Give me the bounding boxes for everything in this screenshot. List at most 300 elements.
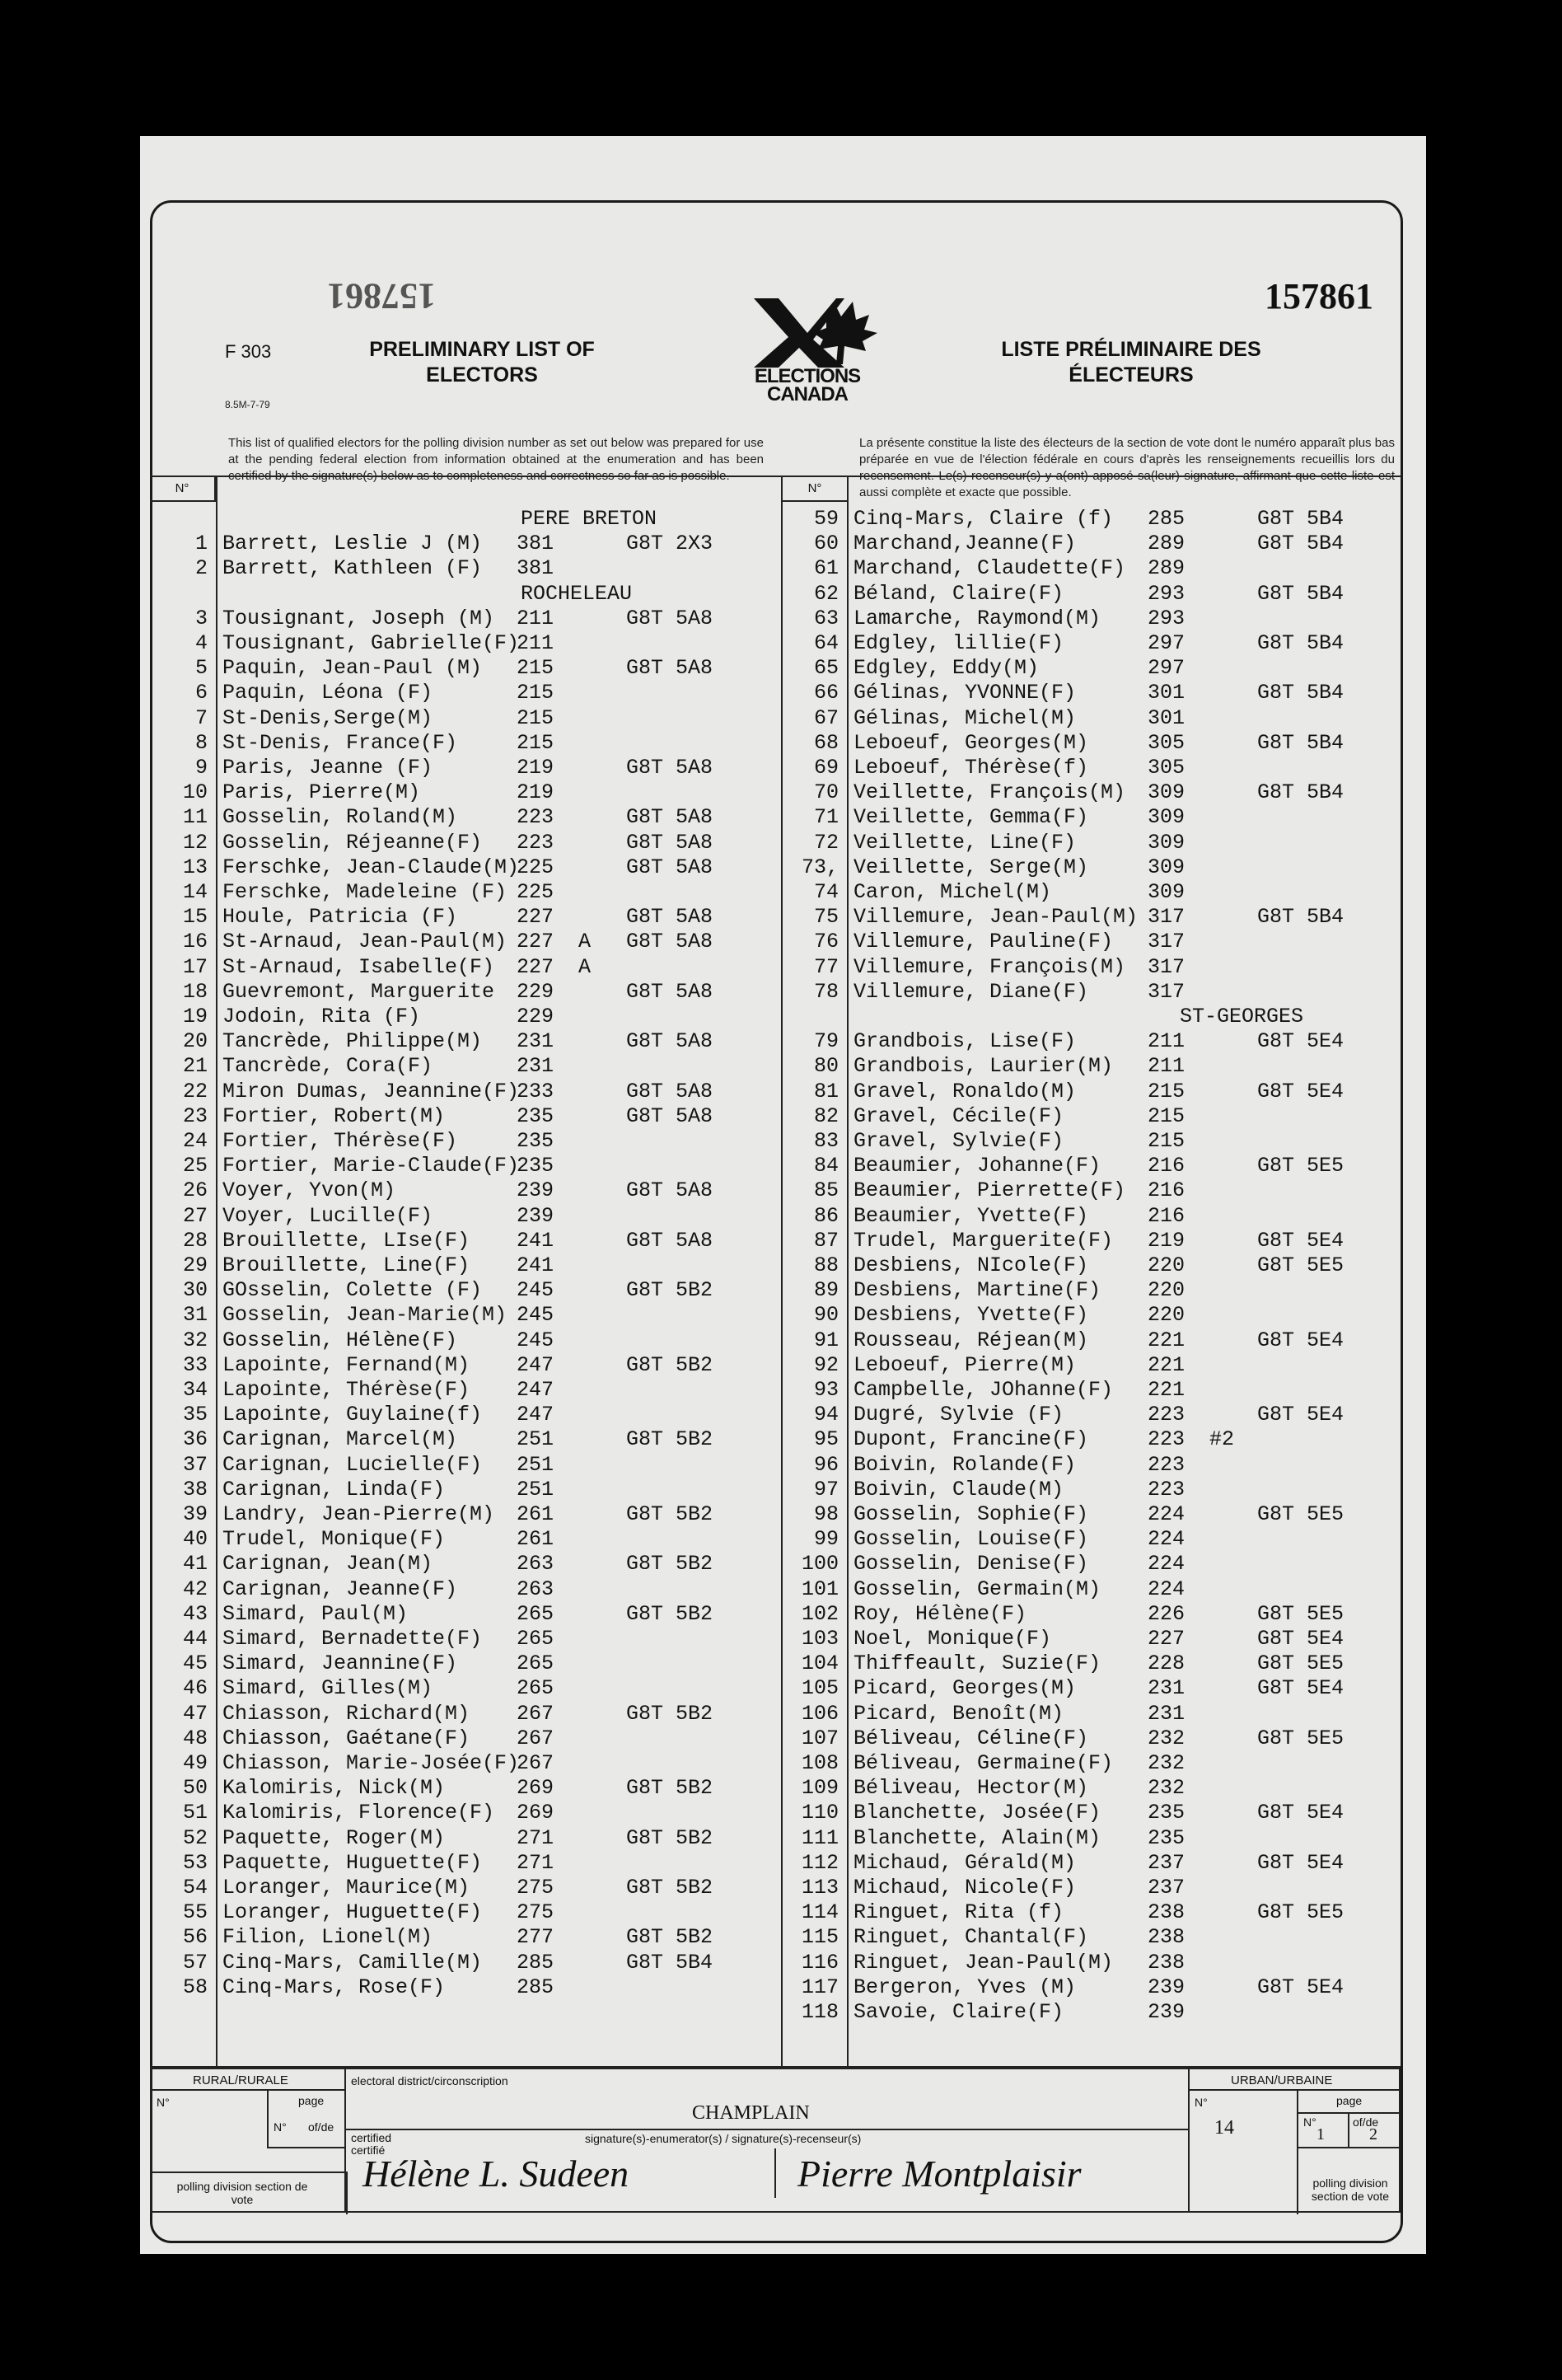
elector-address: 309 (1148, 831, 1186, 855)
elector-postal-code: G8T 5B2 (626, 1925, 713, 1949)
elector-postal-code: G8T 5B4 (1257, 905, 1345, 929)
elector-number: 116 (801, 1951, 839, 1975)
elector-number: 103 (801, 1627, 839, 1651)
elector-number: 35 (182, 1403, 208, 1427)
maple-leaf-x-icon (721, 292, 894, 370)
elector-name: Béliveau, Hector(M) (853, 1776, 1089, 1800)
elector-row (157, 1577, 766, 1602)
elector-address: 235 (1148, 1801, 1186, 1825)
elector-name: Lamarche, Raymond(M) (853, 607, 1101, 630)
elector-row (788, 1651, 1397, 1676)
signature-divider (774, 2148, 776, 2198)
elector-number: 85 (813, 1178, 839, 1202)
elector-row (788, 1502, 1397, 1527)
elector-row (788, 631, 1397, 656)
elector-name: Dupont, Francine(F) (853, 1427, 1089, 1451)
elector-number: 74 (813, 880, 839, 904)
elector-name: GOsselin, Colette (F) (222, 1278, 483, 1302)
elector-address: 227 (517, 955, 554, 979)
elector-address: 233 (517, 1080, 554, 1103)
elector-row (788, 1627, 1397, 1651)
elector-name: Voyer, Yvon(M) (222, 1178, 396, 1202)
elector-address: 224 (1148, 1577, 1186, 1601)
elector-row (788, 1253, 1397, 1278)
elector-address: 269 (517, 1776, 554, 1800)
elector-address: 245 (517, 1278, 554, 1302)
elector-address: 229 (517, 980, 554, 1004)
elector-address: 305 (1148, 731, 1186, 755)
rural-ofde-label: of/de (308, 2120, 334, 2134)
elector-row (157, 1378, 766, 1403)
elector-number: 108 (801, 1751, 839, 1775)
elector-address: 245 (517, 1328, 554, 1352)
elector-number: 105 (801, 1676, 839, 1700)
elector-row (157, 1229, 766, 1253)
elector-address: 232 (1148, 1751, 1186, 1775)
elector-name: Marchand, Claudette(F) (853, 556, 1126, 580)
elector-number: 2 (194, 556, 208, 580)
elector-address: 216 (1148, 1154, 1186, 1178)
elector-name: Ringuet, Rita (f) (853, 1900, 1064, 1924)
elector-row (788, 1552, 1397, 1577)
elector-row (157, 1676, 766, 1701)
elector-name: Carignan, Jeanne(F) (222, 1577, 458, 1601)
elector-address: 211 (1148, 1054, 1186, 1078)
elector-postal-code: G8T 5E4 (1257, 1676, 1345, 1700)
elector-postal-code: G8T 5E4 (1257, 1080, 1345, 1103)
section-heading: ROCHELEAU (521, 582, 633, 606)
elector-postal-code: G8T 5B2 (626, 1776, 713, 1800)
elector-number: 91 (813, 1328, 839, 1352)
elector-name: Bergeron, Yves (M) (853, 1975, 1077, 1999)
elector-address: 263 (517, 1552, 554, 1576)
elector-row (157, 1925, 766, 1950)
elector-address: 225 (517, 880, 554, 904)
elector-row (788, 980, 1397, 1005)
elector-row (788, 1204, 1397, 1229)
elector-name: St-Denis,Serge(M) (222, 706, 433, 730)
elector-number: 28 (182, 1229, 208, 1253)
rural-page-no-label: N° (274, 2120, 287, 2134)
elector-number: 11 (182, 805, 208, 829)
elector-address: 215 (517, 656, 554, 680)
elector-name: Filion, Lionel(M) (222, 1925, 433, 1949)
elector-number: 107 (801, 1726, 839, 1750)
elector-address: 223 (517, 831, 554, 855)
elector-address: 221 (1148, 1378, 1186, 1402)
elector-row (788, 1826, 1397, 1851)
elector-row (788, 1751, 1397, 1776)
elector-number: 93 (813, 1378, 839, 1402)
elector-name: St-Arnaud, Jean-Paul(M) (222, 930, 507, 953)
electors-table (150, 476, 1401, 2068)
elector-number: 54 (182, 1876, 208, 1900)
elector-address: 223 (517, 805, 554, 829)
elector-address: 251 (517, 1478, 554, 1502)
elector-number: 29 (182, 1253, 208, 1277)
urban-label: URBAN/URBAINE (1231, 2073, 1333, 2087)
elector-row (788, 1303, 1397, 1328)
urban-no-label: N° (1195, 2096, 1208, 2109)
elector-name: Tancrède, Philippe(M) (222, 1029, 483, 1053)
elector-row (157, 1702, 766, 1726)
elector-postal-code: G8T 5B2 (626, 1427, 713, 1451)
elector-address: 232 (1148, 1776, 1186, 1800)
elector-number: 92 (813, 1353, 839, 1377)
elector-name: Villemure, François(M) (853, 955, 1126, 979)
elector-row (157, 1278, 766, 1303)
elector-row (157, 731, 766, 756)
elector-number: 19 (182, 1005, 208, 1028)
elector-address: 265 (517, 1602, 554, 1626)
elector-postal-code: G8T 5E4 (1257, 1851, 1345, 1875)
elector-name: Ringuet, Chantal(F) (853, 1925, 1089, 1949)
urban-page-box (1297, 2091, 1401, 2148)
elector-address: 251 (517, 1427, 554, 1451)
elector-row (788, 1104, 1397, 1129)
elector-address: 227 (517, 930, 554, 953)
elector-number: 13 (182, 855, 208, 879)
elector-name: Tousignant, Gabrielle(F) (222, 631, 520, 655)
section-heading: PERE BRETON (521, 507, 657, 531)
elector-address: 237 (1148, 1876, 1186, 1900)
elector-name: St-Arnaud, Isabelle(F) (222, 955, 495, 979)
elector-row (788, 831, 1397, 855)
elector-name: Beaumier, Yvette(F) (853, 1204, 1089, 1228)
elector-number: 26 (182, 1178, 208, 1202)
signature-2: Pierre Montplaisir (797, 2153, 1082, 2195)
elector-row (788, 955, 1397, 980)
elector-name: Grandbois, Laurier(M) (853, 1054, 1114, 1078)
elector-address: 215 (517, 706, 554, 730)
document-sheet (140, 136, 1426, 2254)
elector-number: 84 (813, 1154, 839, 1178)
elector-address: 219 (1148, 1229, 1186, 1253)
elector-row (157, 1054, 766, 1079)
elector-number: 6 (194, 681, 208, 705)
elector-row (788, 607, 1397, 631)
elector-row (157, 656, 766, 681)
elector-address: 215 (1148, 1080, 1186, 1103)
elector-number: 75 (813, 905, 839, 929)
elector-number: 82 (813, 1104, 839, 1128)
elector-address: 215 (517, 731, 554, 755)
elector-row (788, 880, 1397, 905)
elector-number: 32 (182, 1328, 208, 1352)
elector-postal-code: G8T 5A8 (626, 1080, 713, 1103)
elector-name: Picard, Benoît(M) (853, 1702, 1064, 1726)
elector-name: Campbelle, JOhanne(F) (853, 1378, 1114, 1402)
elector-address: 238 (1148, 1925, 1186, 1949)
elector-name: Fortier, Marie-Claude(F) (222, 1154, 520, 1178)
elector-number: 87 (813, 1229, 839, 1253)
elector-address: 269 (517, 1801, 554, 1825)
elector-name: Villemure, Pauline(F) (853, 930, 1114, 953)
elector-address: 275 (517, 1900, 554, 1924)
elector-postal-code: G8T 5E5 (1257, 1253, 1345, 1277)
elector-address: 241 (517, 1229, 554, 1253)
elector-number: 8 (194, 731, 208, 755)
elector-address: 227 (517, 905, 554, 929)
elector-postal-code: G8T 5A8 (626, 831, 713, 855)
elector-address: 223 (1148, 1427, 1186, 1451)
elector-row (788, 1975, 1397, 2000)
elector-name: Houle, Patricia (F) (222, 905, 458, 929)
elector-postal-code: G8T 5E5 (1257, 1900, 1345, 1924)
elector-name: Brouillette, LIse(F) (222, 1229, 470, 1253)
elector-name: Chiasson, Richard(M) (222, 1702, 470, 1726)
elector-row (788, 1527, 1397, 1552)
elector-name: Trudel, Monique(F) (222, 1527, 446, 1551)
elector-row (157, 855, 766, 880)
elector-address: 293 (1148, 607, 1186, 630)
elector-name: Carignan, Jean(M) (222, 1552, 433, 1576)
elector-address: 271 (517, 1851, 554, 1875)
elector-address: 235 (517, 1104, 554, 1128)
elector-number: 111 (801, 1826, 839, 1850)
elector-address: 231 (517, 1029, 554, 1053)
elector-number: 40 (182, 1527, 208, 1551)
elector-row (157, 880, 766, 905)
elector-number: 17 (182, 955, 208, 979)
elector-postal-code: G8T 5B2 (626, 1502, 713, 1526)
elector-number: 110 (801, 1801, 839, 1825)
elector-row (788, 1925, 1397, 1950)
elector-row (788, 1801, 1397, 1825)
elector-flag: #2 (1209, 1427, 1235, 1451)
elector-address: 223 (1148, 1478, 1186, 1502)
elector-number: 73, (801, 855, 839, 879)
rural-polling-box (152, 2172, 348, 2214)
elector-name: Gosselin, Hélène(F) (222, 1328, 458, 1352)
elector-name: Dugré, Sylvie (F) (853, 1403, 1064, 1427)
intro-english: This list of qualified electors for the polling division number as set out below was prepared for use at the pending federal election from information obtained at the enumeration and has been certified by the signature(s) below as to completeness and correctness so far as is possible. (228, 436, 764, 483)
elector-number: 27 (182, 1204, 208, 1228)
elector-row (157, 980, 766, 1005)
elector-number: 80 (813, 1054, 839, 1078)
elector-row (157, 1876, 766, 1900)
elector-address: 239 (517, 1204, 554, 1228)
elector-name: Loranger, Huguette(F) (222, 1900, 483, 1924)
elector-number: 65 (813, 656, 839, 680)
elector-row (788, 1080, 1397, 1104)
elector-row (788, 656, 1397, 681)
elector-name: Ferschke, Madeleine (F) (222, 880, 507, 904)
elector-row (788, 1278, 1397, 1303)
elector-row (788, 1427, 1397, 1452)
elector-row (788, 582, 1397, 607)
urban-header-box (1188, 2068, 1401, 2091)
elector-row (788, 681, 1397, 705)
elector-number: 48 (182, 1726, 208, 1750)
elector-row (157, 1178, 766, 1203)
title-french: LISTE PRÉLIMINAIRE DES ÉLECTEURS (1001, 338, 1261, 387)
elector-postal-code: G8T 5E4 (1257, 1029, 1345, 1053)
elector-address: 232 (1148, 1726, 1186, 1750)
elector-name: Marchand,Jeanne(F) (853, 532, 1077, 555)
elector-row (157, 1328, 766, 1353)
elector-row (788, 1129, 1397, 1154)
elector-address: 215 (517, 681, 554, 705)
elector-row (157, 1403, 766, 1427)
elector-number: 60 (813, 532, 839, 555)
elector-number: 114 (801, 1900, 839, 1924)
rural-header-box (150, 2068, 346, 2091)
elector-name: St-Denis, France(F) (222, 731, 458, 755)
elector-address: 265 (517, 1676, 554, 1700)
elector-address: 317 (1148, 930, 1186, 953)
elector-number: 118 (801, 2000, 839, 2024)
elector-address: 239 (1148, 2000, 1186, 2024)
elector-address: 309 (1148, 780, 1186, 804)
elector-number: 51 (182, 1801, 208, 1825)
elector-number: 98 (813, 1502, 839, 1526)
elector-postal-code: G8T 5B2 (626, 1876, 713, 1900)
elector-number: 31 (182, 1303, 208, 1327)
elector-address: 271 (517, 1826, 554, 1850)
elector-postal-code: G8T 5B4 (626, 1951, 713, 1975)
elector-flag: A (578, 955, 592, 979)
elector-address: 267 (517, 1702, 554, 1726)
elector-number: 77 (813, 955, 839, 979)
elector-number: 64 (813, 631, 839, 655)
elector-name: Brouillette, Line(F) (222, 1253, 470, 1277)
urban-page-divider (1348, 2112, 1349, 2148)
elector-number: 24 (182, 1129, 208, 1153)
elector-postal-code: G8T 5B4 (1257, 507, 1345, 531)
elector-row (157, 532, 766, 556)
certified-label: certified certifié (351, 2131, 392, 2157)
elector-number: 49 (182, 1751, 208, 1775)
elector-name: Paris, Pierre(M) (222, 780, 421, 804)
elector-address: 239 (517, 1178, 554, 1202)
elector-name: Kalomiris, Nick(M) (222, 1776, 446, 1800)
elector-number: 59 (813, 507, 839, 531)
elector-number: 47 (182, 1702, 208, 1726)
elector-row (157, 1602, 766, 1627)
elector-number: 61 (813, 556, 839, 580)
elector-postal-code: G8T 5B2 (626, 1353, 713, 1377)
elector-row (788, 1478, 1397, 1502)
elector-name: Carignan, Lucielle(F) (222, 1453, 483, 1477)
elector-address: 215 (1148, 1104, 1186, 1128)
elector-address: 228 (1148, 1651, 1186, 1675)
elector-address: 301 (1148, 706, 1186, 730)
elector-row (788, 532, 1397, 556)
elections-canada-logo (721, 292, 894, 415)
elector-name: Desbiens, Martine(F) (853, 1278, 1101, 1302)
elector-number: 4 (194, 631, 208, 655)
elector-number: 72 (813, 831, 839, 855)
elector-name: Beaumier, Pierrette(F) (853, 1178, 1126, 1202)
elector-number: 112 (801, 1851, 839, 1875)
elector-number: 1 (194, 532, 208, 555)
elector-name: Béland, Claire(F) (853, 582, 1064, 606)
elector-name: Kalomiris, Florence(F) (222, 1801, 495, 1825)
elector-number: 25 (182, 1154, 208, 1178)
elector-address: 289 (1148, 532, 1186, 555)
elector-name: Villemure, Jean-Paul(M) (853, 905, 1139, 929)
elector-postal-code: G8T 5B4 (1257, 631, 1345, 655)
elector-postal-code: G8T 5A8 (626, 1229, 713, 1253)
elector-row (157, 1951, 766, 1975)
elector-postal-code: G8T 5A8 (626, 855, 713, 879)
serial-number-mirrored: 157861 (327, 276, 436, 316)
elector-name: Simard, Gilles(M) (222, 1676, 433, 1700)
elector-address: 247 (517, 1353, 554, 1377)
elector-row (157, 955, 766, 980)
title-english: PRELIMINARY LIST OF ELECTORS (369, 338, 595, 387)
elector-address: 216 (1148, 1178, 1186, 1202)
elector-postal-code: G8T 5A8 (626, 1104, 713, 1128)
elector-name: Michaud, Nicole(F) (853, 1876, 1077, 1900)
elector-row (157, 1726, 766, 1751)
elector-postal-code: G8T 5E4 (1257, 1975, 1345, 1999)
elector-row (788, 1726, 1397, 1751)
elector-number: 15 (182, 905, 208, 929)
elector-address: 220 (1148, 1278, 1186, 1302)
elector-name: Boivin, Claude(M) (853, 1478, 1064, 1502)
elector-row (788, 930, 1397, 954)
urban-page-no-label: N° (1303, 2115, 1316, 2129)
elector-row (157, 1975, 766, 2000)
elector-number: 90 (813, 1303, 839, 1327)
elector-address: 241 (517, 1253, 554, 1277)
serial-number: 157861 (1265, 276, 1373, 316)
elector-name: Boivin, Rolande(F) (853, 1453, 1077, 1477)
elector-address: 265 (517, 1651, 554, 1675)
elector-row (157, 1851, 766, 1876)
elector-row (788, 1453, 1397, 1478)
elector-name: Gosselin, Roland(M) (222, 805, 458, 829)
logo-line-1: ELECTIONS (754, 365, 861, 387)
elector-address: 317 (1148, 955, 1186, 979)
column-divider (781, 477, 783, 2068)
elector-name: Carignan, Linda(F) (222, 1478, 446, 1502)
district-value: CHAMPLAIN (692, 2102, 810, 2124)
elector-postal-code: G8T 5A8 (626, 607, 713, 630)
elector-name: Lapointe, Guylaine(f) (222, 1403, 483, 1427)
elector-row (788, 1577, 1397, 1602)
elector-address: 220 (1148, 1303, 1186, 1327)
elector-number: 5 (194, 656, 208, 680)
column-header-no-right: N° (781, 477, 849, 502)
elector-name: Fortier, Robert(M) (222, 1104, 446, 1128)
elector-name: Savoie, Claire(F) (853, 2000, 1064, 2024)
elector-name: Landry, Jean-Pierre(M) (222, 1502, 495, 1526)
elector-number: 83 (813, 1129, 839, 1153)
logo-text (721, 365, 894, 405)
elector-name: Ferschke, Jean-Claude(M) (222, 855, 520, 879)
elector-row (788, 1951, 1397, 1975)
elector-row (157, 1801, 766, 1825)
elector-number: 58 (182, 1975, 208, 1999)
elector-postal-code: G8T 5A8 (626, 1029, 713, 1053)
elector-row (788, 1353, 1397, 1378)
elector-row (788, 706, 1397, 731)
elector-row (157, 1627, 766, 1651)
elector-row (157, 805, 766, 830)
elector-postal-code: G8T 5B4 (1257, 582, 1345, 606)
elector-number: 96 (813, 1453, 839, 1477)
elector-address: 317 (1148, 905, 1186, 929)
elector-flag: A (578, 930, 592, 953)
elector-address: 293 (1148, 582, 1186, 606)
rural-polling-label: polling division section de vote (176, 2180, 308, 2206)
elector-name: Noel, Monique(F) (853, 1627, 1052, 1651)
elector-number: 115 (801, 1925, 839, 1949)
elector-name: Beaumier, Johanne(F) (853, 1154, 1101, 1178)
